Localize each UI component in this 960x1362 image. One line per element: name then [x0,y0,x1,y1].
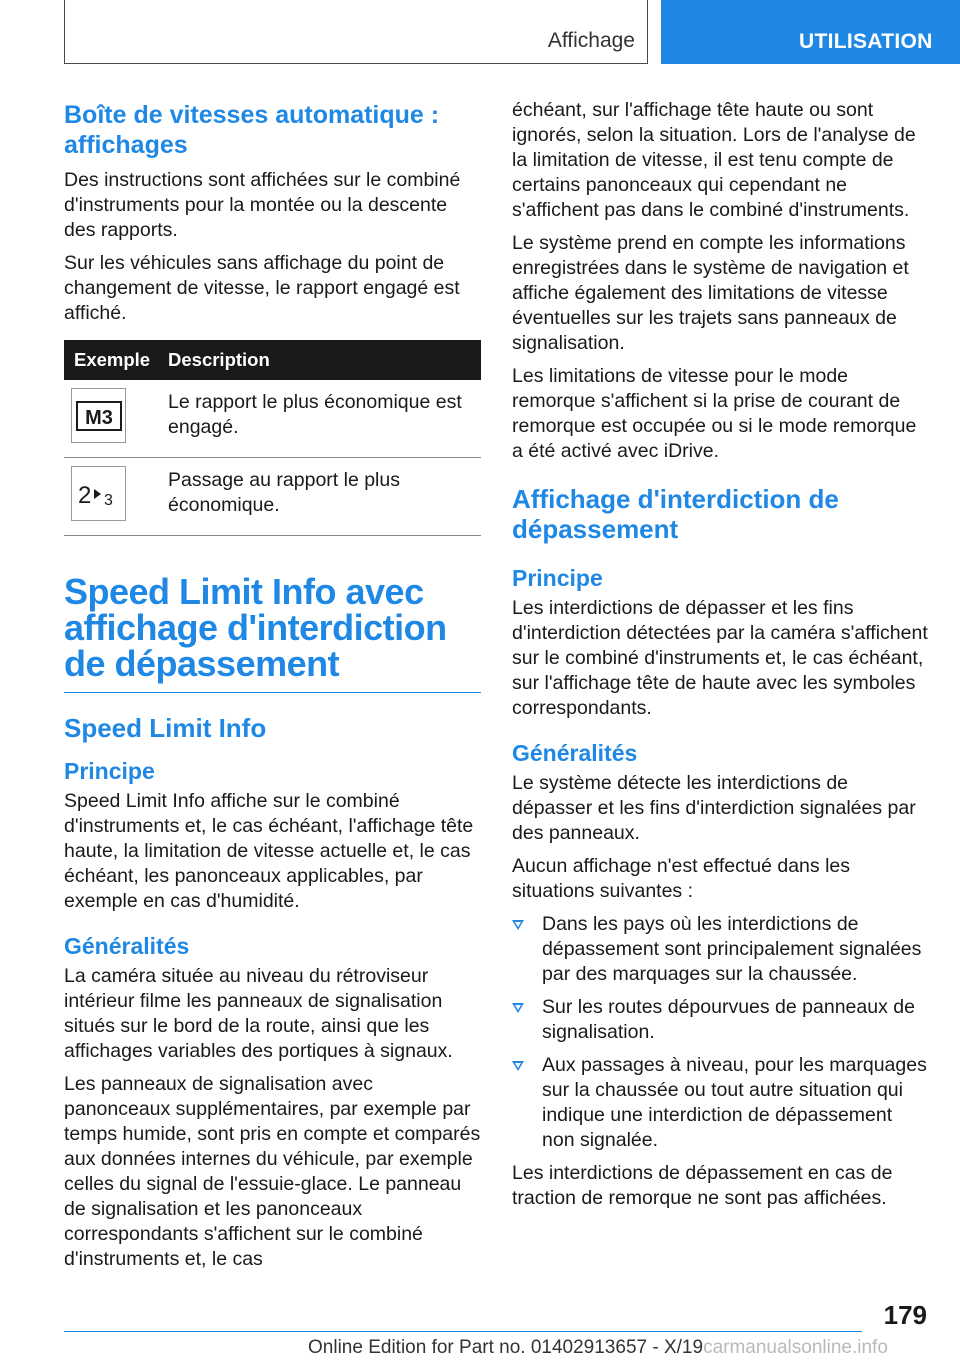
continued-paragraph: échéant, sur l'affichage tête haute ou sont ignorés, selon la situation. Lors de l'analyse de la limitation de vitesse, il est tenu compte de certains panonceaux qui cependant ne s'affichent pas dans le combiné d'instruments. [512,99,916,221]
generalites-paragraph-2: Aucun affichage n'est effectué dans les situations suivantes : [512,855,850,902]
generalites-title: Généralités [64,933,190,959]
speed-limit-section-title: Speed Limit Info avec affichage d'interdiction de dépassement [64,571,447,684]
header-chapter-title: UTILISATION [799,30,933,53]
principe-text: Les interdictions de dépasser et les fins d'interdiction détectées par la caméra s'affichent sur le combiné d'instruments et, le cas échéant, sur l'affichage tête de haute avec les symboles correspondants. [512,597,928,719]
situations-list [512,912,928,1153]
list-item: Sur les routes dépourvues de panneaux de signalisation. [512,995,928,1045]
footer-divider [64,1331,862,1332]
gear-m3-icon [71,388,126,443]
principe-title: Principe [64,758,155,784]
header-section-title: Affichage [547,29,635,52]
table-header-row [64,340,481,380]
gearbox-paragraph-1: Des instructions sont affichées sur le combiné d'instruments pour la montée ou la descente des rapports. [64,169,461,241]
footer-edition-text: Online Edition for Part no. 01402913657 - X/19 [308,1337,704,1358]
list-item: Dans les pays où les interdictions de dépassement sont principalement signalées par des marquages sur la chaussée. [512,912,928,987]
list-item: Aux passages à niveau, pour les marquages sur la chaussée ou tout autre situation qui indique une interdiction de dépassement non signalée. [512,1053,928,1153]
generalites-paragraph-1: Le système détecte les interdictions de dépasser et les fins d'interdiction signalées par des panneaux. [512,772,916,844]
gearbox-paragraph-2: Sur les véhicules sans affichage du point de changement de vitesse, le rapport engagé est affiché. [64,252,460,324]
page-number: 179 [883,1300,927,1330]
right-column [512,98,928,1219]
footer-edition [308,1337,888,1359]
gear-display-table [64,340,481,536]
closing-paragraph: Les interdictions de dépassement en cas de traction de remorque ne sont pas affichées. [512,1162,893,1209]
gear-m3-label: M3 [84,406,113,429]
table-row [64,380,481,458]
table-header-example: Exemple [64,340,162,380]
table-header-description: Description [162,340,481,380]
generalites-paragraph-2: Les panneaux de signalisation avec panonceaux supplémentaires, par exemple par temps humide, sont pris en compte et comparés aux données internes du véhicule, par exemple celles du signal de l'essuie-glace. Le panneau de signalisation et les panonceaux correspondants s'affichent sur le combiné d'instruments et, le cas [64,1073,481,1270]
header-chapter-tab [661,0,960,64]
table-row [64,458,481,536]
gearbox-title: Boîte de vitesses automatique : affichages [64,101,440,159]
left-column [64,100,481,1280]
principe-title: Principe [512,565,603,591]
triangle-bullet-icon [512,1003,524,1013]
triangle-bullet-icon [512,1061,524,1071]
navigation-paragraph: Le système prend en compte les informations enregistrées dans le système de navigation et affiche également des limitations de vitesse éventuelles sur les trajets sans panneaux de signalisation. [512,232,909,354]
table-row-description: Le rapport le plus économique est engagé. [162,380,481,458]
table-row-description: Passage au rapport le plus économique. [162,458,481,536]
gear-shift-up-icon [71,466,126,521]
generalites-paragraph-1: La caméra située au niveau du rétroviseur intérieur filme les panneaux de signalisation situés sur le bord de la route, ainsi que les affichages variables des portiques à signaux. [64,965,453,1062]
speed-limit-section-heading [64,571,481,693]
principe-text: Speed Limit Info affiche sur le combiné d'instruments et, le cas échéant, l'affichage tête haute, la limitation de vitesse actuelle et, le cas échéant, les panonceaux applicables, par exemple en cas d'humidité. [64,790,474,912]
gear-to-label: 3 [103,491,113,509]
triangle-bullet-icon [512,920,524,930]
header-section-box [64,0,648,64]
trailer-paragraph: Les limitations de vitesse pour le mode remorque s'affichent si la prise de courant de remorque est occupée ou si le mode remorque a été activé avec iDrive. [512,365,917,462]
footer-watermark: carmanualsonline.info [703,1337,888,1358]
no-overtaking-title: Affichage d'interdiction de dépassement [512,484,839,544]
speed-limit-info-title: Speed Limit Info [64,713,267,743]
generalites-title: Généralités [512,740,638,766]
gear-from-label: 2 [77,481,91,509]
